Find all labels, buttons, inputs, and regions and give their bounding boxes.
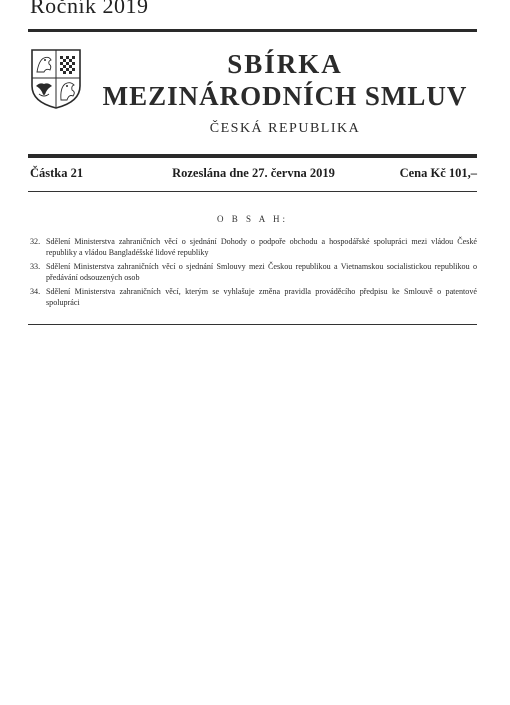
issue-price: Cena Kč 101,–	[399, 166, 477, 180]
contents-item-number: 32.	[30, 237, 41, 246]
contents-item-number: 33.	[30, 262, 41, 271]
contents-item-number: 34.	[30, 287, 41, 296]
contents-item	[30, 286, 477, 308]
contents-item	[30, 261, 477, 283]
state-coat-of-arms-icon	[30, 48, 82, 110]
issue-info-row	[30, 166, 477, 184]
contents-end-rule	[28, 324, 477, 325]
contents-item-text: Sdělení Ministerstva zahraničních věcí, kterým se vyhlašuje změna pravidla prováděcího předpisu ke Smlouvě o patentové spolupráci	[46, 287, 477, 307]
top-rule	[28, 29, 477, 32]
publication-title-line1: SBÍRKA	[227, 49, 343, 79]
publication-title-line2: MEZINÁRODNÍCH SMLUV	[102, 81, 468, 111]
masthead-rule	[28, 154, 477, 158]
contents-list	[30, 236, 477, 311]
contents-item	[30, 236, 477, 258]
publication-subtitle: ČESKÁ REPUBLIKA	[209, 121, 361, 136]
issue-part: Částka 21	[30, 166, 84, 180]
contents-item-text: Sdělení Ministerstva zahraničních věcí o sjednání Dohody o podpoře obchodu a hospodářské spolupráci mezi vládou České republiky a vládou Bangladéšské lidové republiky	[46, 237, 477, 257]
volume-year-label: Ročník 2019	[30, 0, 149, 18]
contents-heading: O B S A H:	[216, 214, 288, 224]
contents-item-text: Sdělení Ministerstva zahraničních věcí o sjednání Smlouvy mezi Českou republikou a Vietnamskou socialistickou republikou o předávání odsouzených osob	[46, 262, 477, 282]
info-rule	[28, 191, 477, 192]
issue-distribution-date: Rozeslána dne 27. června 2019	[172, 166, 335, 180]
